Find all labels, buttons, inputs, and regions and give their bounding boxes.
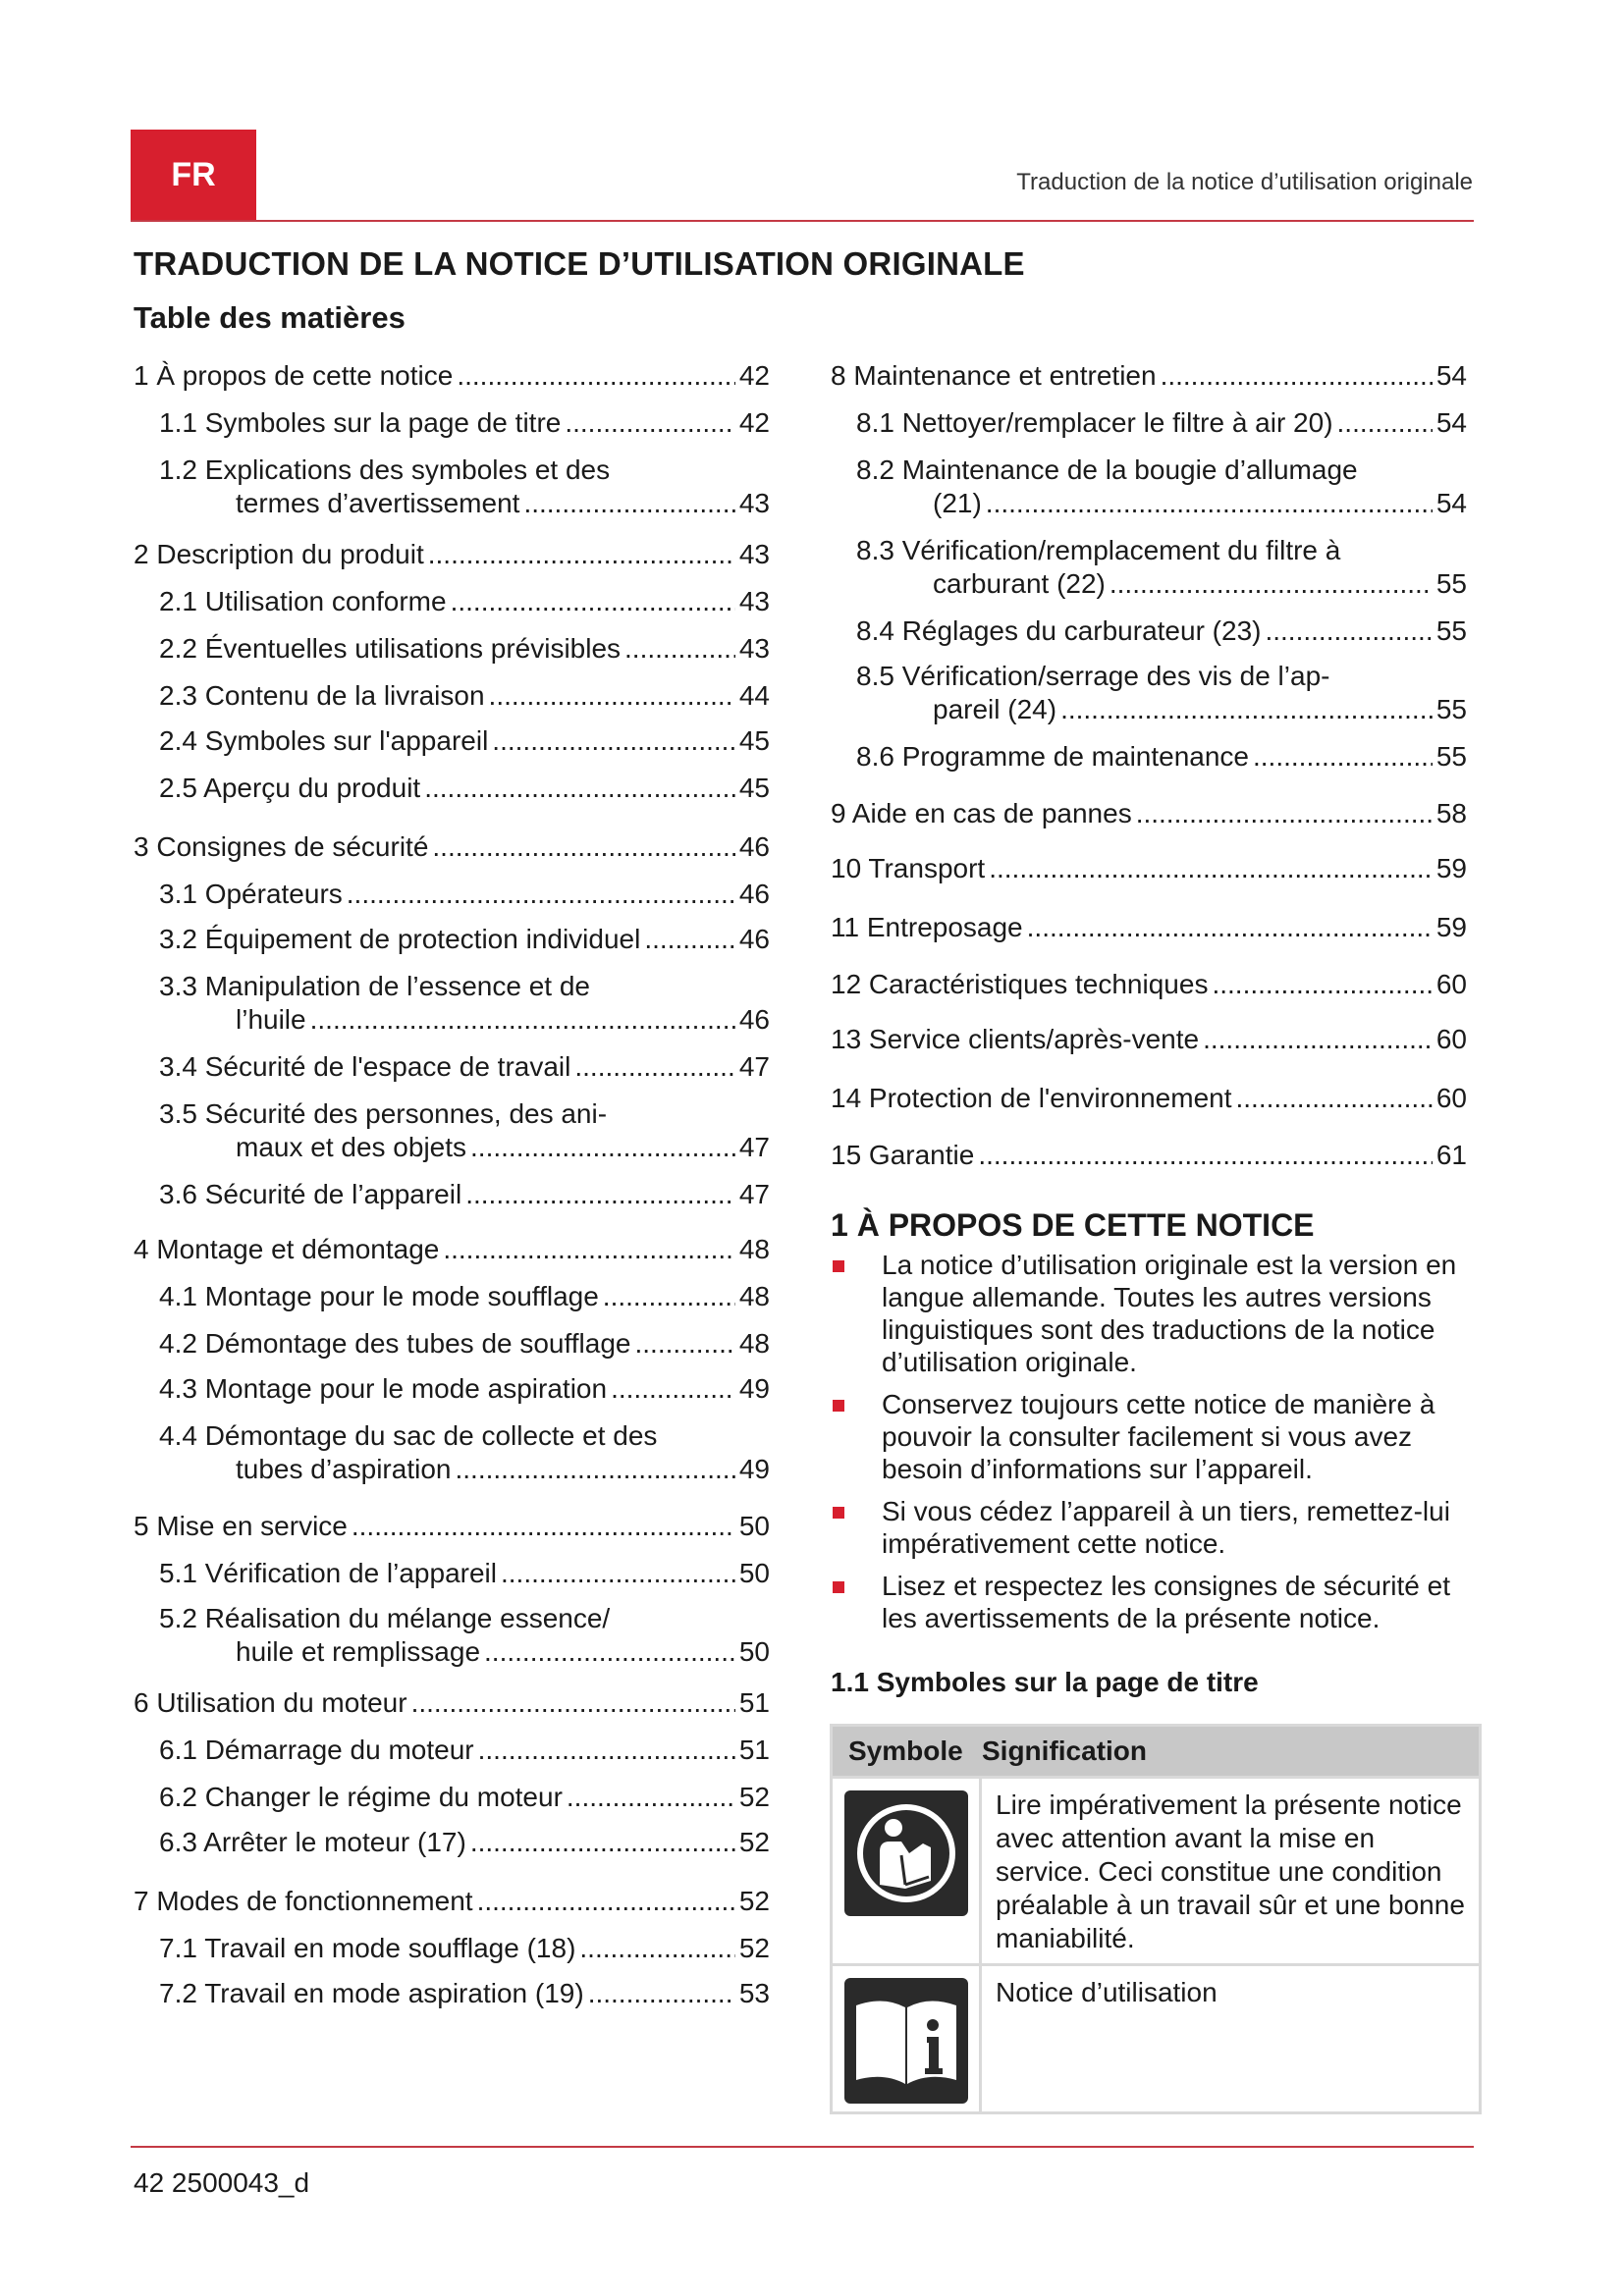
toc-entry-title: maux et des objets	[236, 1132, 467, 1162]
toc-page-number: 42	[738, 407, 770, 438]
toc-entry[interactable]	[831, 1139, 1467, 1172]
toc-entry[interactable]	[159, 878, 770, 911]
toc-leader-dots	[1110, 567, 1433, 601]
toc-entry-title: l’huile	[236, 1004, 306, 1035]
footer-rule	[131, 2146, 1474, 2148]
toc-entry-title: 8.4 Réglages du carburateur (23)	[856, 615, 1262, 646]
manual-info-icon	[844, 1978, 968, 2104]
toc-entry[interactable]	[159, 454, 770, 520]
toc-entry-title: 3.2 Équipement de protection individuel	[159, 924, 641, 954]
toc-heading: Table des matières	[134, 300, 406, 335]
toc-entry-title: tubes d’aspiration	[236, 1454, 452, 1484]
bullet-square-icon	[833, 1581, 844, 1593]
toc-page-number: 53	[738, 1978, 770, 2008]
toc-entry[interactable]	[831, 797, 1467, 830]
toc-page-number: 59	[1435, 912, 1467, 942]
toc-entry[interactable]	[831, 1023, 1467, 1056]
toc-leader-dots	[635, 1327, 735, 1361]
toc-entry[interactable]	[159, 1826, 770, 1859]
meaning-text: Notice d’utilisation	[996, 1977, 1218, 2007]
toc-leader-dots	[451, 585, 735, 618]
toc-page-number: 49	[738, 1373, 770, 1404]
toc-page-number: 46	[738, 1004, 770, 1035]
toc-entry-title: pareil (24)	[933, 694, 1057, 724]
toc-page-number: 60	[1435, 1024, 1467, 1054]
toc-entry-title: 2.3 Contenu de la livraison	[159, 680, 485, 711]
toc-entry[interactable]	[159, 1781, 770, 1814]
toc-entry-title: 15 Garantie	[831, 1140, 975, 1170]
toc-page-number: 52	[738, 1782, 770, 1812]
toc-page-number: 45	[738, 773, 770, 803]
toc-entry[interactable]	[159, 1557, 770, 1590]
toc-entry[interactable]	[134, 1686, 770, 1720]
toc-leader-dots	[1337, 406, 1433, 440]
toc-leader-dots	[477, 1885, 735, 1918]
toc-entry-title: 7.2 Travail en mode aspiration (19)	[159, 1978, 584, 2008]
toc-entry[interactable]	[831, 968, 1467, 1001]
toc-page-number: 43	[738, 586, 770, 616]
toc-entry[interactable]	[159, 1178, 770, 1211]
toc-page-number: 50	[738, 1636, 770, 1667]
toc-entry-title: 3.1 Opérateurs	[159, 879, 343, 909]
toc-entry[interactable]	[159, 585, 770, 618]
toc-entry-title: 8.2 Maintenance de la bougie d’allumage	[856, 454, 1358, 485]
toc-entry-title: 8.3 Vérification/remplacement du filtre à	[856, 535, 1341, 565]
toc-leader-dots	[1203, 1023, 1433, 1056]
toc-entry[interactable]	[159, 1932, 770, 1965]
toc-entry-title: 2.4 Symboles sur l'appareil	[159, 725, 489, 756]
toc-entry-title: 7.1 Travail en mode soufflage (18)	[159, 1933, 576, 1963]
toc-leader-dots	[1212, 968, 1432, 1001]
toc-entry[interactable]	[831, 1082, 1467, 1115]
symbol-table	[830, 1724, 1482, 2114]
toc-entry-title: huile et remplissage	[236, 1636, 481, 1667]
toc-entry[interactable]	[159, 1050, 770, 1084]
table-header	[833, 1727, 1479, 1776]
toc-leader-dots	[478, 1734, 735, 1767]
toc-entry[interactable]	[159, 1977, 770, 2010]
toc-entry-title: 4.2 Démontage des tubes de soufflage	[159, 1328, 631, 1359]
toc-entry[interactable]	[831, 852, 1467, 885]
toc-entry-title: 2 Description du produit	[134, 539, 424, 569]
toc-page-number: 54	[1435, 407, 1467, 438]
toc-leader-dots	[603, 1280, 735, 1313]
toc-page-number: 60	[1435, 1083, 1467, 1113]
toc-entry[interactable]	[134, 1233, 770, 1266]
toc-entry-title: (21)	[933, 488, 982, 518]
header-rule	[131, 220, 1474, 222]
bullet-square-icon	[833, 1507, 844, 1519]
table-row	[833, 1963, 1479, 2111]
toc-leader-dots	[1161, 359, 1433, 393]
toc-entry-title: 6.3 Arrêter le moteur (17)	[159, 1827, 466, 1857]
toc-entry[interactable]	[856, 534, 1467, 601]
toc-leader-dots	[501, 1557, 735, 1590]
list-item: Conservez toujours cette notice de manière à pouvoir la consulter facilement si vous avez besoin d’informations sur l’appareil.	[831, 1388, 1479, 1485]
toc-leader-dots	[565, 406, 735, 440]
toc-entry-title: 1.2 Explications des symboles et des	[159, 454, 611, 485]
toc-entry[interactable]	[159, 1280, 770, 1313]
toc-entry-title: 5 Mise en service	[134, 1511, 348, 1541]
toc-page-number: 51	[738, 1687, 770, 1718]
toc-entry-title: 4 Montage et démontage	[134, 1234, 440, 1264]
toc-leader-dots	[424, 772, 735, 805]
toc-page-number: 51	[738, 1735, 770, 1765]
toc-entry-title: 6.2 Changer le régime du moteur	[159, 1782, 563, 1812]
toc-entry[interactable]	[159, 1419, 770, 1486]
toc-entry-title: 2.1 Utilisation conforme	[159, 586, 447, 616]
toc-entry[interactable]	[831, 911, 1467, 944]
toc-page-number: 43	[738, 539, 770, 569]
toc-page-number: 48	[738, 1281, 770, 1311]
toc-leader-dots	[411, 1686, 735, 1720]
toc-page-number: 58	[1435, 798, 1467, 828]
toc-leader-dots	[1136, 797, 1433, 830]
toc-leader-dots	[352, 1510, 735, 1543]
bullet-list	[831, 1249, 1479, 1644]
toc-entry[interactable]	[134, 1510, 770, 1543]
toc-leader-dots	[523, 487, 734, 520]
toc-entry-title: 4.1 Montage pour le mode soufflage	[159, 1281, 599, 1311]
toc-entry[interactable]	[159, 406, 770, 440]
toc-entry-title: 2.5 Aperçu du produit	[159, 773, 421, 803]
toc-leader-dots	[455, 1453, 734, 1486]
toc-entry[interactable]	[159, 1734, 770, 1767]
toc-entry[interactable]	[134, 359, 770, 393]
toc-entry[interactable]	[159, 632, 770, 666]
toc-page-number: 43	[738, 633, 770, 664]
toc-entry-title: 8.1 Nettoyer/remplacer le filtre à air 20)	[856, 407, 1333, 438]
list-item: La notice d’utilisation originale est la version en langue allemande. Toutes les autres versions linguistiques sont des traductions de la notice d’utilisation originale.	[831, 1249, 1479, 1378]
toc-page-number: 54	[1435, 360, 1467, 391]
toc-entry-title: 8 Maintenance et entretien	[831, 360, 1157, 391]
toc-entry-title: 3.3 Manipulation de l’essence et de	[159, 971, 590, 1001]
toc-entry[interactable]	[159, 1097, 770, 1164]
toc-page-number: 54	[1435, 488, 1467, 518]
read-manual-icon	[844, 1790, 968, 1916]
toc-leader-dots	[574, 1050, 734, 1084]
toc-entry-title: 9 Aide en cas de pannes	[831, 798, 1132, 828]
toc-entry[interactable]	[856, 740, 1467, 774]
toc-page-number: 47	[738, 1179, 770, 1209]
toc-page-number: 48	[738, 1328, 770, 1359]
toc-page-number: 50	[738, 1558, 770, 1588]
toc-entry[interactable]	[856, 660, 1467, 726]
toc-entry-title: 8.6 Programme de maintenance	[856, 741, 1249, 772]
toc-page-number: 55	[1435, 694, 1467, 724]
table-row	[833, 1776, 1479, 1963]
toc-entry[interactable]	[159, 1602, 770, 1669]
page-footer: 42 2500043_d	[134, 2167, 310, 2198]
toc-entry-title: 5.2 Réalisation du mélange essence/	[159, 1603, 611, 1633]
toc-leader-dots	[484, 1635, 735, 1669]
toc-entry[interactable]	[134, 830, 770, 864]
toc-page-number: 55	[1435, 741, 1467, 772]
toc-page-number: 59	[1435, 853, 1467, 883]
toc-page-number: 46	[738, 831, 770, 862]
bullet-square-icon	[833, 1400, 844, 1412]
toc-entry-title: 11 Entreposage	[831, 912, 1023, 942]
header-title: Traduction de la notice d’utilisation originale	[1016, 169, 1473, 195]
toc-leader-dots	[588, 1977, 735, 2010]
toc-entry-title: 10 Transport	[831, 853, 986, 883]
toc-entry-title: 3 Consignes de sécurité	[134, 831, 429, 862]
toc-leader-dots	[1253, 740, 1433, 774]
toc-leader-dots	[470, 1131, 735, 1164]
toc-entry-title: 8.5 Vérification/serrage des vis de l’ap-	[856, 661, 1330, 691]
toc-entry[interactable]	[856, 614, 1467, 648]
toc-entry-title: 3.4 Sécurité de l'espace de travail	[159, 1051, 571, 1082]
toc-leader-dots	[465, 1178, 735, 1211]
document-title: TRADUCTION DE LA NOTICE D’UTILISATION ORIGINALE	[134, 245, 1025, 282]
toc-page-number: 44	[738, 680, 770, 711]
toc-page-number: 52	[738, 1827, 770, 1857]
toc-page-number: 61	[1435, 1140, 1467, 1170]
language-tab: FR	[131, 130, 256, 221]
toc-leader-dots	[1265, 614, 1432, 648]
column-header-meaning: Signification	[982, 1735, 1147, 1766]
toc-entry[interactable]	[159, 772, 770, 805]
toc-entry-title: 1 À propos de cette notice	[134, 360, 454, 391]
toc-leader-dots	[310, 1003, 735, 1037]
list-item: Si vous cédez l’appareil à un tiers, remettez-lui impérativement cette notice.	[831, 1495, 1479, 1560]
toc-entry-title: 2.2 Éventuelles utilisations prévisibles	[159, 633, 622, 664]
toc-entry-title: 3.6 Sécurité de l’appareil	[159, 1179, 462, 1209]
toc-entry[interactable]	[856, 406, 1467, 440]
toc-entry[interactable]	[134, 1885, 770, 1918]
toc-page-number: 42	[738, 360, 770, 391]
toc-page-number: 55	[1435, 615, 1467, 646]
toc-entry-title: 14 Protection de l'environnement	[831, 1083, 1232, 1113]
toc-leader-dots	[644, 923, 735, 956]
toc-entry[interactable]	[134, 538, 770, 571]
toc-entry-title: termes d’avertissement	[236, 488, 520, 518]
toc-leader-dots	[428, 538, 735, 571]
toc-page-number: 52	[738, 1933, 770, 1963]
toc-entry-title: 12 Caractéristiques techniques	[831, 969, 1209, 999]
section-title: 1 À PROPOS DE CETTE NOTICE	[831, 1207, 1315, 1243]
toc-leader-dots	[492, 724, 735, 758]
toc-entry[interactable]	[159, 724, 770, 758]
toc-leader-dots	[1060, 693, 1433, 726]
toc-entry-title: 7 Modes de fonctionnement	[134, 1886, 473, 1916]
toc-leader-dots	[989, 852, 1433, 885]
toc-entry-title: 13 Service clients/après-vente	[831, 1024, 1200, 1054]
toc-leader-dots	[347, 878, 735, 911]
toc-entry-title: 4.4 Démontage du sac de collecte et des	[159, 1420, 658, 1451]
toc-entry-title: 1.1 Symboles sur la page de titre	[159, 407, 562, 438]
toc-entry-title: 5.1 Vérification de l’appareil	[159, 1558, 497, 1588]
bullet-square-icon	[833, 1260, 844, 1272]
toc-entry[interactable]	[856, 454, 1467, 520]
toc-entry-title: 6 Utilisation du moteur	[134, 1687, 407, 1718]
toc-leader-dots	[567, 1781, 735, 1814]
toc-leader-dots	[457, 359, 735, 393]
toc-page-number: 52	[738, 1886, 770, 1916]
toc-leader-dots	[1236, 1082, 1433, 1115]
toc-entry[interactable]	[159, 970, 770, 1037]
toc-page-number: 48	[738, 1234, 770, 1264]
toc-leader-dots	[978, 1139, 1433, 1172]
toc-page-number: 60	[1435, 969, 1467, 999]
toc-leader-dots	[986, 487, 1433, 520]
toc-leader-dots	[432, 830, 734, 864]
toc-page-number: 43	[738, 488, 770, 518]
toc-entry-title: 4.3 Montage pour le mode aspiration	[159, 1373, 608, 1404]
toc-page-number: 55	[1435, 568, 1467, 599]
toc-leader-dots	[489, 679, 735, 713]
toc-leader-dots	[443, 1233, 735, 1266]
toc-entry[interactable]	[831, 359, 1467, 393]
toc-page-number: 46	[738, 924, 770, 954]
toc-entry[interactable]	[159, 679, 770, 713]
toc-page-number: 50	[738, 1511, 770, 1541]
list-item: Lisez et respectez les consignes de sécurité et les avertissements de la présente notice.	[831, 1570, 1479, 1634]
toc-entry-title: 3.5 Sécurité des personnes, des ani-	[159, 1098, 608, 1129]
toc-leader-dots	[579, 1932, 734, 1965]
toc-leader-dots	[1027, 911, 1433, 944]
toc-entry[interactable]	[159, 923, 770, 956]
toc-leader-dots	[611, 1372, 735, 1406]
toc-entry-title: 6.1 Démarrage du moteur	[159, 1735, 474, 1765]
toc-leader-dots	[470, 1826, 735, 1859]
subsection-title: 1.1 Symboles sur la page de titre	[831, 1667, 1259, 1697]
toc-entry[interactable]	[159, 1327, 770, 1361]
toc-page-number: 47	[738, 1132, 770, 1162]
toc-page-number: 45	[738, 725, 770, 756]
meaning-text: Lire impérativement la présente notice avec attention avant la mise en service. Ceci constitue une condition préalable à un travail sûr et une bonne maniabilité.	[996, 1789, 1465, 1953]
toc-leader-dots	[624, 632, 735, 666]
toc-page-number: 47	[738, 1051, 770, 1082]
toc-page-number: 46	[738, 879, 770, 909]
toc-entry[interactable]	[159, 1372, 770, 1406]
toc-entry-title: carburant (22)	[933, 568, 1106, 599]
column-header-symbol: Symbole	[848, 1735, 963, 1766]
toc-page-number: 49	[738, 1454, 770, 1484]
